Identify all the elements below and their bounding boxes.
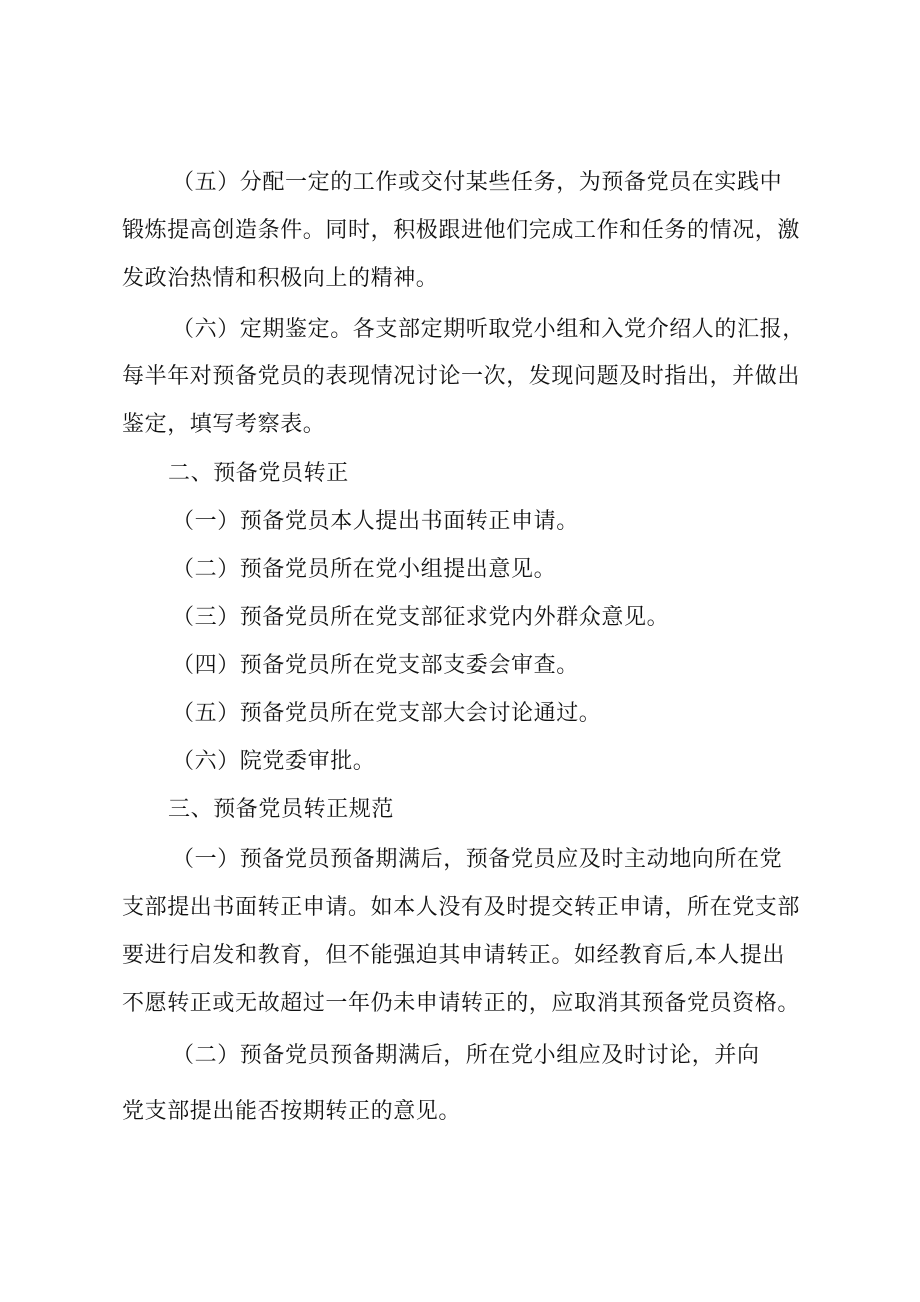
section-heading: 三、预备党员转正规范	[168, 797, 395, 822]
paragraph-line: 要进行启发和教育，但不能强迫其申请转正。如经教育后,本人提出	[122, 943, 785, 968]
paragraph-line: 支部提出书面转正申请。如本人没有及时提交转正申请，所在党支部	[122, 895, 801, 920]
list-item: （三）预备党员所在党支部征求党内外群众意见。	[172, 605, 670, 630]
paragraph-line: 发政治热情和积极向上的精神。	[122, 266, 439, 291]
paragraph-line: （一）预备党员预备期满后，预备党员应及时主动地向所在党	[172, 847, 783, 872]
paragraph-line: 鉴定，填写考察表。	[122, 412, 326, 437]
paragraph-line: （五）分配一定的工作或交付某些任务，为预备党员在实践中	[172, 170, 783, 195]
list-item: （六）院党委审批。	[172, 749, 376, 774]
paragraph-line: （二）预备党员预备期满后，所在党小组应及时讨论，并向	[172, 1043, 760, 1068]
paragraph-line: （六）定期鉴定。各支部定期听取党小组和入党介绍人的汇报，	[172, 317, 805, 342]
list-item: （二）预备党员所在党小组提出意见。	[172, 557, 557, 582]
list-item: （五）预备党员所在党支部大会讨论通过。	[172, 701, 602, 726]
list-item: （一）预备党员本人提出书面转正申请。	[172, 509, 579, 534]
paragraph-line: 每半年对预备党员的表现情况讨论一次，发现问题及时指出，并做出	[122, 364, 801, 389]
section-heading: 二、预备党员转正	[168, 461, 349, 486]
paragraph-line: 不愿转正或无故超过一年仍未申请转正的，应取消其预备党员资格。	[122, 991, 801, 1016]
list-item: （四）预备党员所在党支部支委会审查。	[172, 653, 579, 678]
paragraph-line: 锻炼提高创造条件。同时，积极跟进他们完成工作和任务的情况，激	[122, 218, 801, 243]
paragraph-line: 党支部提出能否按期转正的意见。	[122, 1099, 462, 1124]
